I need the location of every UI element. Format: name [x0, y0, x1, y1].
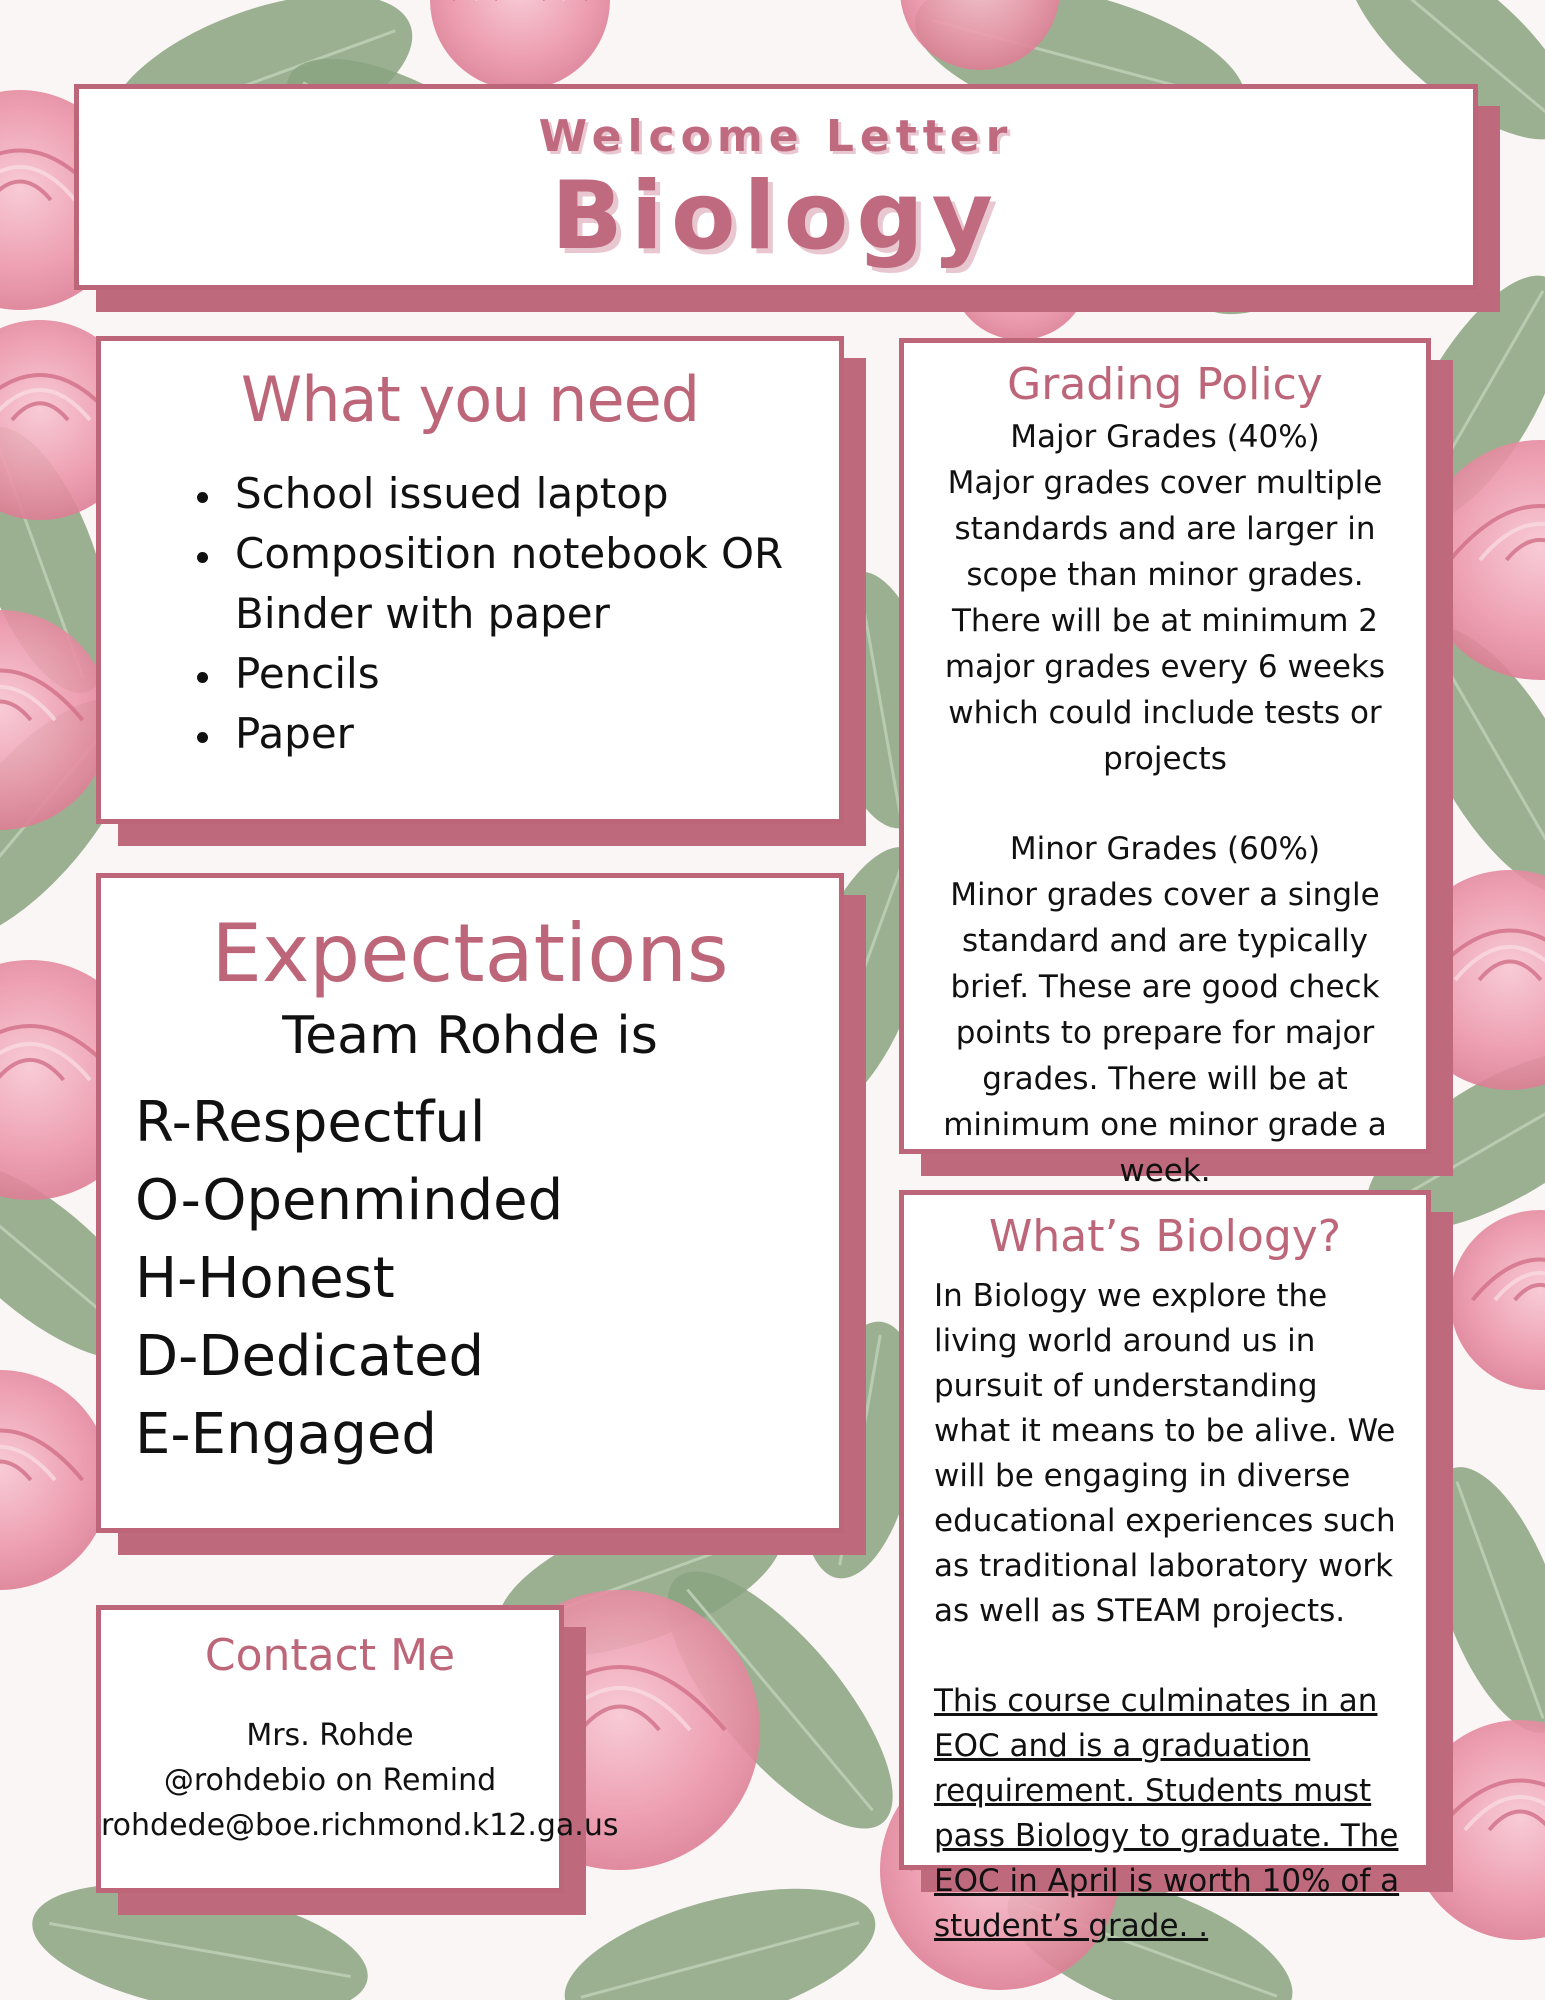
minor-grades-text: Minor grades cover a single standard and are typically brief. These are good check points to prepare for major grades. There will be at minimum one minor grade a week. [943, 877, 1387, 1189]
major-grades-text: Major grades cover multiple standards and are larger in scope than minor grades. There will be at minimum 2 major grades every 6 weeks which could include tests or projects [944, 465, 1386, 777]
list-item: R-Respectful [135, 1090, 486, 1155]
expectations-card [96, 873, 844, 1533]
welcome-letter-label: Welcome Letter [538, 111, 1014, 162]
whats-biology-card [899, 1190, 1431, 1944]
contact-details [101, 1713, 619, 1848]
supplies-list [101, 464, 839, 764]
expectations-subtitle: Team Rohde is [282, 1006, 658, 1066]
page-title: Biology [551, 162, 1001, 271]
list-item: • Composition notebook OR Binder with paper [225, 524, 839, 644]
list-item: • School issued laptop [225, 464, 839, 524]
minor-grades-heading: Minor Grades (60%) [1009, 831, 1321, 867]
grading-policy-heading: Grading Policy [1007, 359, 1323, 410]
remind-handle: @rohdebio on Remind [163, 1763, 497, 1798]
expectations-heading: Expectations [211, 907, 729, 1000]
list-item: H-Honest [135, 1246, 395, 1311]
list-item: • Pencils [225, 644, 839, 704]
what-you-need-card [96, 336, 844, 824]
list-item: D-Dedicated [135, 1324, 485, 1389]
title-card [74, 84, 1478, 290]
contact-heading: Contact Me [204, 1630, 456, 1681]
contact-card [96, 1605, 619, 1893]
list-item: E-Engaged [135, 1402, 437, 1467]
whats-biology-heading: What’s Biology? [988, 1211, 1342, 1262]
what-you-need-heading: What you need [240, 363, 700, 436]
list-item: • Paper [225, 704, 839, 764]
list-item: O-Openminded [135, 1168, 564, 1233]
major-grades-heading: Major Grades (40%) [1010, 419, 1320, 455]
eoc-note: This course culminates in an EOC and is a graduation requirement. Students must pass Biology to graduate. The EOC in April is worth 10% of a student’s grade. . [934, 1683, 1400, 1944]
expectations-list [135, 1084, 839, 1474]
email-address: rohdede@boe.richmond.k12.ga.us [101, 1808, 619, 1843]
grading-policy-card [899, 338, 1431, 1189]
teacher-name: Mrs. Rohde [246, 1718, 414, 1753]
biology-description: In Biology we explore the living world around us in pursuit of understanding what it means to be alive. We will be engaging in diverse educational experiences such as traditional laboratory work as well as STEAM projects. [934, 1278, 1396, 1629]
